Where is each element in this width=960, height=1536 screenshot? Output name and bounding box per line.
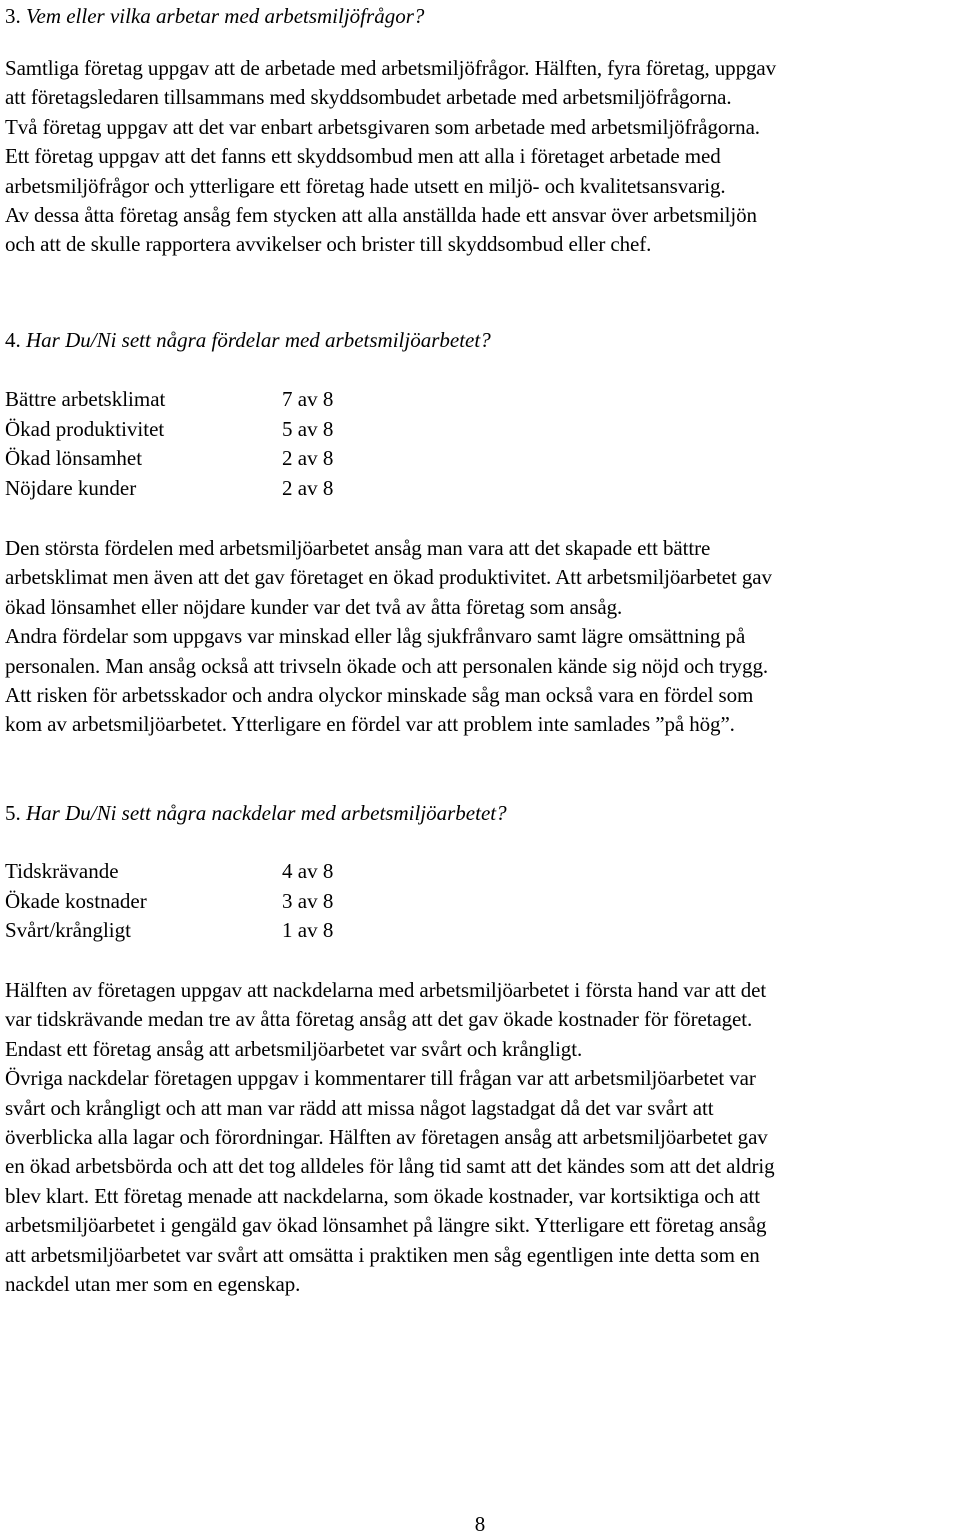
text-line: arbetsmiljöfrågor och ytterligare ett företag hade utsett en miljö- och kvalitetsansvarig. [5,173,726,198]
section-3-body [5,54,957,260]
stat-label: Tidskrävande [5,859,119,883]
section-3-number: 3. [5,4,21,28]
stat-label: Bättre arbetsklimat [5,387,166,411]
stat-value: 2 av 8 [282,446,334,470]
text-line: arbetsmiljöarbetet i gengäld gav ökad lönsamhet på längre sikt. Ytterligare ett företag ansåg [5,1213,767,1238]
text-line: Att risken för arbetsskador och andra olyckor minskade såg man också vara en fördel som [5,683,754,708]
stat-label: Ökad produktivitet [5,416,165,441]
stat-row [5,916,333,946]
text-line: Samtliga företag uppgav att de arbetade med arbetsmiljöfrågor. Hälften, fyra företag, uppgav [5,56,777,80]
page-number: 8 [474,1512,486,1536]
stat-row [5,385,333,415]
text-line: att företagsledaren tillsammans med skyddsombudet arbetade med arbetsmiljöfrågorna. [5,85,732,110]
text-line: nackdel utan mer som en egenskap. [5,1272,301,1297]
stat-label: Svårt/krångligt [5,918,131,942]
section-4-number: 4. [5,328,21,352]
text-line: Andra fördelar som uppgavs var minskad eller låg sjukfrånvaro samt lägre omsättning på [5,624,746,649]
stat-row [5,415,333,445]
text-line: personalen. Man ansåg också att trivseln ökade och att personalen kände sig nöjd och trygg. [5,653,769,678]
text-line: arbetsklimat men även att det gav företaget en ökad produktivitet. Att arbetsmiljöarbetet gav [5,565,772,590]
advantages-list [5,385,333,503]
text-line: Endast ett företag ansåg att arbetsmiljöarbetet var svårt och krångligt. [5,1036,583,1061]
section-3-question: Vem eller vilka arbetar med arbetsmiljöfrågor? [26,4,425,28]
section-4-heading [5,326,491,355]
text-line: en ökad arbetsbörda och att det tog alldeles för lång tid samt att det kändes som att det aldrig [5,1154,775,1179]
text-line: Av dessa åtta företag ansåg fem stycken att alla anställda hade ett ansvar över arbetsmiljön [5,203,757,228]
stat-value: 1 av 8 [282,918,334,942]
section-3-heading [5,2,424,31]
stat-value: 4 av 8 [282,859,334,883]
text-line: att arbetsmiljöarbetet var svårt att omsätta i praktiken men såg egentligen inte detta som en [5,1242,760,1267]
section-5-heading [5,799,507,828]
text-line: Den största fördelen med arbetsmiljöarbetet ansåg man vara att det skapade ett bättre [5,536,711,560]
text-line: Två företag uppgav att det var enbart arbetsgivaren som arbetade med arbetsmiljöfrågorna. [5,114,760,139]
document-page [5,0,957,1534]
stat-value: 5 av 8 [282,416,334,441]
disadvantages-list [5,857,333,946]
stat-label: Ökade kostnader [5,888,147,913]
text-line: svårt och krångligt och att man var rädd att missa något lagstadgat då det var svårt att [5,1095,714,1120]
text-line: Övriga nackdelar företagen uppgav i kommentarer till frågan var att arbetsmiljöarbetet var [5,1066,756,1091]
stat-value: 2 av 8 [282,475,334,500]
text-line: var tidskrävande medan tre av åtta företag ansåg att det gav ökade kostnader för företaget. [5,1007,753,1032]
text-line: ökad lönsamhet eller nöjdare kunder var det två av åtta företag som ansåg. [5,594,623,619]
stat-row [5,887,333,917]
text-line: Hälften av företagen uppgav att nackdelarna med arbetsmiljöarbetet i första hand var att det [5,978,767,1002]
section-4-body [5,534,957,740]
text-line: och att de skulle rapportera avvikelser och brister till skyddsombud eller chef. [5,232,652,257]
section-5-body [5,976,957,1299]
stat-value: 3 av 8 [282,888,334,913]
stat-value: 7 av 8 [282,387,334,411]
text-line: Ett företag uppgav att det fanns ett skyddsombud men att alla i företaget arbetade med [5,144,721,169]
stat-label: Ökad lönsamhet [5,446,143,470]
stat-row [5,474,333,504]
section-5-question: Har Du/Ni sett några nackdelar med arbetsmiljöarbetet? [26,801,507,825]
stat-row [5,444,333,474]
text-line: överblicka alla lagar och förordningar. Hälften av företagen ansåg att arbetsmiljöarbetet gav [5,1125,768,1150]
stat-row [5,857,333,887]
stat-label: Nöjdare kunder [5,475,137,500]
section-4-question: Har Du/Ni sett några fördelar med arbetsmiljöarbetet? [26,328,491,352]
section-5-number: 5. [5,801,21,825]
text-line: blev klart. Ett företag menade att nackdelarna, som ökade kostnader, var kortsiktiga och att [5,1183,761,1208]
text-line: kom av arbetsmiljöarbetet. Ytterligare en fördel var att problem inte samlades ”på hög”. [5,712,735,737]
